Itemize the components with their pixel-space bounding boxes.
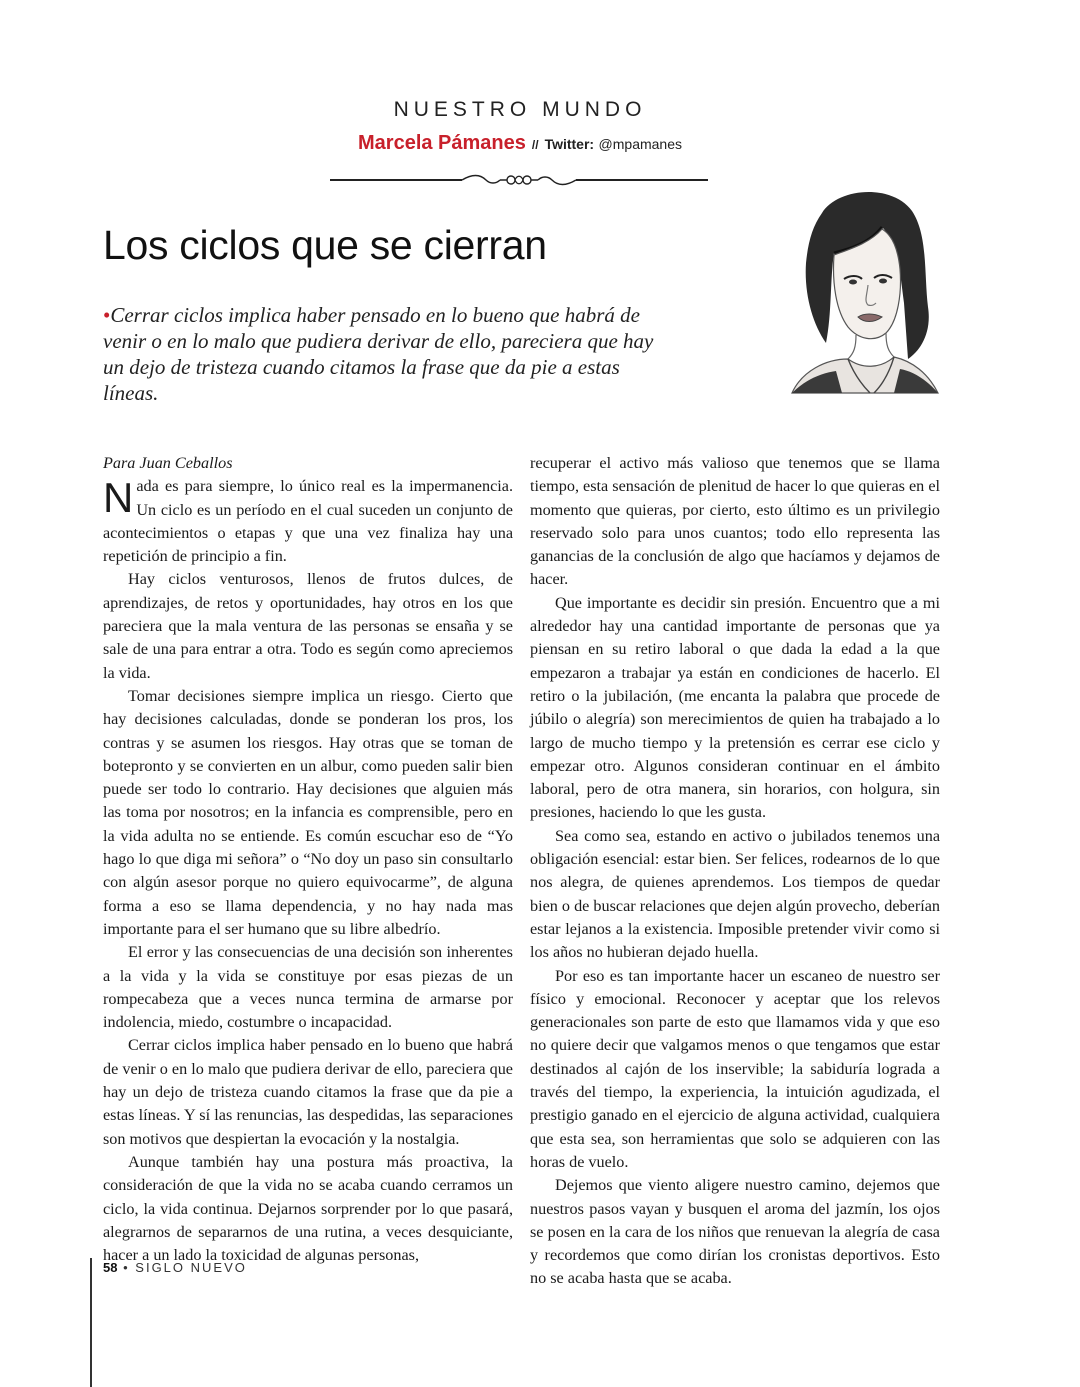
section-heading: NUESTRO MUNDO <box>393 98 647 121</box>
article-column-right <box>530 452 940 1291</box>
article-paragraph: Dejemos que viento aligere nuestro camino, dejemos que nuestros pasos vayan y busquen el aroma del jazmín, los ojos se posen en la cara de los niños que renuevan la alegría de casa y recordemos que como dirían los cronistas deportivos. Esto no se acaba hasta que se acaba. <box>530 1176 940 1288</box>
article-paragraph: El error y las consecuencias de una decisión son inherentes a la vida y la vida se constituye por esas piezas de un rompecabeza que a veces nunca termina de armarse por indolencia, miedo, costumbre o incapacidad. <box>103 943 513 1032</box>
dedication: Para Juan Ceballos <box>103 454 233 472</box>
article-paragraph <box>103 475 513 568</box>
publication-name: SIGLO NUEVO <box>135 1260 247 1275</box>
drop-cap: N <box>103 474 134 522</box>
folio-dot: • <box>123 1260 130 1275</box>
twitter-label: Twitter: <box>544 136 595 152</box>
article-paragraph: Cerrar ciclos implica haber pensado en lo bueno que habrá de venir o en lo malo que pudiera derivar de ello, pareciera que hay un dejo de tristeza cuando citamos la frase que da pie a estas líneas. Y sí las renuncias, las despedidas, las separaciones son motivos que despiertan la evocación y la nostalgia. <box>103 1036 513 1148</box>
byline-separator: // <box>531 138 539 152</box>
article-paragraph: recuperar el activo más valioso que tenemos que se llama tiempo, esta sensación de plenitud de hacer lo que quieras en el momento que quieras, por cierto, esto último es un privilegio reservado solo para unos cuantos; todo ello representa las ganancias de la conclusión de algo que hacíamos y dejamos de hacer. <box>530 454 940 589</box>
byline <box>300 132 740 155</box>
article-paragraph: Por eso es tan importante hacer un escaneo de nuestro ser físico y emocional. Reconocer y aceptar que los relevos generacionales son parte de esto que llamamos vida y que eso no quiere decir que valgamos menos o que tengamos que estar destinados al cajón de los inservible; la sabiduría lograda a través del tiempo, la experiencia, la intuición agudizada, el prestigio ganado en el ejercicio de alguna actividad, cualquiera que esta sea, son herramientas que solo se adquieren con las horas de vuelo. <box>530 966 940 1171</box>
article-paragraph: Tomar decisiones siempre implica un riesgo. Cierto que hay decisiones calculadas, donde se ponderan los pros, los contras y se asumen los riesgos. Hay otras que se toman de botepronto y se convierten en un albur, como pueden salir bien puede ser todo lo contrario. Hay decisiones que alguien más las toma por nosotros; en la infancia es comprensible, pero en la vida adulta no se entiende. Es común escuchar eso de “Yo hago lo que diga mi señora” o “No doy un paso sin consultarlo con algún asesor porque no quiero equivocarme”, de alguna forma a eso se llama dependencia, y no hay nada mas importante para el ser humano que su libre albedrío. <box>103 686 513 938</box>
author-portrait-sketch <box>782 183 942 395</box>
article-paragraph: Aunque también hay una postura más proactiva, la consideración de que la vida no se acaba cuando cerramos un ciclo, la vida continua. Dejarnos sorprender por lo que pasará, alegrarnos de separarnos de una rutina, a veces desquiciante, hacer a un lado la toxicidad de algunas personas, <box>103 1152 513 1265</box>
article-title: Los ciclos que se cierran <box>103 222 547 268</box>
article-column-left <box>103 452 513 1267</box>
twitter-handle[interactable]: @mpamanes <box>598 136 682 152</box>
article-paragraph: Sea como sea, estando en activo o jubilados tenemos una obligación esencial: estar bien. Ser felices, rodearnos de lo que nos alegra, de quienes aprendemos. Los tiempos de quedar bien o de buscar relaciones que dejen algún provecho, deberían estar lejanos a la existencia. Imposible pretender vivir como si los años no hubieran dejado huella. <box>530 826 940 962</box>
footer-rule <box>90 1258 92 1387</box>
author-name: Marcela Pámanes <box>358 132 526 154</box>
lead-text: Cerrar ciclos implica haber pensado en lo bueno que habrá de venir o en lo malo que pudiera derivar de ello, pareciera que hay un dejo de tristeza cuando citamos la frase que da pie a estas líneas. <box>103 303 654 405</box>
article-paragraph: Que importante es decidir sin presión. Encuentro que a mi alrededor hay una cantidad importante de personas que ya piensan en su retiro laboral o que dada la edad a la que empezaron a trabajar ya están en condiciones de hacerlo. El retiro o la jubilación, (me encanta la palabra que procede de júbilo o alegría) son merecimientos de quien ha trabajado a lo largo de mucho tiempo y la pretensión es cerrar ese ciclo y empezar otro. Algunos consideran continuar en el ámbito laboral, pero de otra manera, sin horarios, con holgura, sin presiones, haciendo lo que les gusta. <box>530 593 940 822</box>
article-lead <box>103 302 663 406</box>
folio <box>103 1260 247 1275</box>
page-number: 58 <box>103 1260 118 1275</box>
article-paragraph: Hay ciclos venturosos, llenos de frutos dulces, de aprendizajes, de retos y oportunidades, hay otros en los que pareciera que la mala ventura de las personas se ensaña y se sale de una para entrar a otra. Todo es según como apreciemos la vida. <box>103 570 513 682</box>
lead-bullet: • <box>103 303 111 327</box>
ornament-divider-icon <box>330 170 708 190</box>
paragraph-text: ada es para siempre, lo único real es la impermanencia. Un ciclo es un período en el cual suceden un conjunto de acontecimientos o etapas y que una vez finaliza hay una repetición de principio a fin. <box>103 477 513 566</box>
